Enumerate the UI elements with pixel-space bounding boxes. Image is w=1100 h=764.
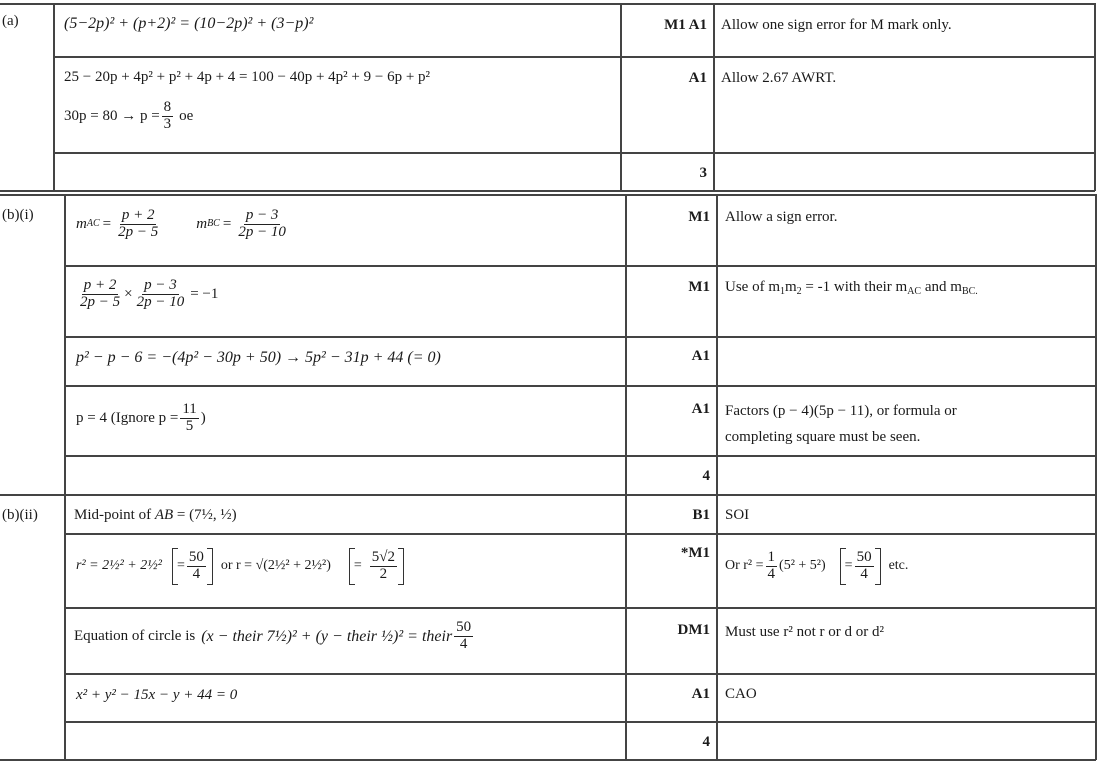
fraction-denominator: 2	[379, 565, 388, 582]
fraction-denominator: 2p − 5	[118, 223, 159, 240]
fraction-denominator: 2p − 10	[238, 223, 286, 240]
rule	[1094, 3, 1096, 191]
working-b-ii-4: x² + y² − 15x − y + 44 = 0	[76, 687, 238, 703]
mark-b-ii-4: A1	[691, 686, 710, 702]
note-a-2: Allow 2.67 AWRT.	[721, 70, 837, 86]
fraction	[766, 550, 778, 583]
working-b-i-4	[76, 402, 206, 435]
text: r² = 2½² + 2½²	[76, 557, 162, 573]
working-b-i-3: p² − p − 6 = −(4p² − 30p + 50) → 5p² − 31p + 44 (= 0)	[76, 349, 441, 366]
rule	[620, 3, 622, 191]
fraction-denominator: 3	[163, 115, 172, 132]
fraction-numerator: 50	[456, 619, 472, 635]
mark-b-i-1: M1	[688, 209, 710, 225]
note-b-i-2	[725, 278, 978, 298]
fraction-denominator: 2p − 10	[136, 293, 185, 310]
mark-b-i-3: A1	[691, 348, 710, 364]
working-b-i-2	[76, 278, 218, 311]
fraction-denominator: 4	[459, 635, 468, 652]
subscript: AC	[86, 218, 100, 230]
fraction	[116, 208, 160, 241]
working-a-2-line1: 25 − 20p + 4p² + p² + 4p + 4 = 100 − 40p + 4p² + 9 − 6p + p²	[64, 69, 431, 85]
rule	[64, 194, 66, 760]
text: Or r² =	[725, 557, 764, 573]
working-a-1: (5−2p)² + (p+2)² = (10−2p)² + (3−p)²	[64, 15, 314, 32]
mark-a-2: A1	[688, 70, 707, 86]
text: and m	[921, 279, 962, 295]
rule	[0, 194, 1096, 196]
rule	[64, 385, 1096, 387]
fraction	[180, 402, 198, 435]
working-a-2-prefix: 30p = 80 → p =	[64, 108, 160, 125]
rule	[53, 3, 55, 191]
mark-b-i-4: A1	[691, 401, 710, 417]
rule	[64, 673, 1096, 675]
equals: =	[353, 557, 362, 573]
fraction-numerator: p − 3	[144, 277, 177, 293]
rule	[64, 455, 1096, 457]
mark-b-ii-3: DM1	[677, 622, 710, 638]
subscript: 2	[796, 286, 802, 297]
equals: =	[844, 557, 853, 573]
rule	[713, 3, 715, 191]
subscript: BC.	[961, 286, 978, 297]
rule	[0, 759, 1096, 761]
part-label-b-ii: (b)(ii)	[2, 507, 38, 523]
equals: =	[222, 216, 232, 233]
working-b-ii-1	[74, 506, 237, 524]
fraction-numerator: 5√2	[371, 549, 396, 565]
rule	[64, 607, 1096, 609]
fraction-numerator: 1	[767, 549, 776, 565]
segment-ab: AB	[154, 507, 174, 523]
text: Mid-point of	[74, 507, 155, 523]
text: p = 4 (Ignore p =	[76, 410, 179, 427]
subscript: AC	[907, 286, 922, 297]
note-b-i-4-line2: completing square must be seen.	[725, 429, 921, 445]
rule	[53, 56, 1095, 58]
fraction-numerator: p + 2	[83, 277, 117, 293]
total-a: 3	[699, 165, 707, 181]
part-label-a: (a)	[2, 13, 19, 29]
rule	[64, 265, 1096, 267]
rule	[716, 194, 718, 760]
fraction	[187, 550, 206, 583]
text: (5² + 5²)	[779, 557, 826, 573]
circle-equation: (x − their 7½)² + (y − their ½)² = their	[201, 627, 453, 645]
rule	[64, 721, 1096, 723]
total-b-ii: 4	[702, 734, 710, 750]
bracket	[840, 548, 881, 585]
working-a-2-suffix: oe	[179, 108, 194, 125]
note-b-ii-2	[725, 548, 908, 585]
working-b-i-1	[76, 208, 290, 241]
fraction-numerator: 11	[182, 401, 197, 417]
bracket	[172, 548, 213, 585]
subscript: BC	[207, 218, 220, 230]
fraction-numerator: 50	[188, 549, 204, 565]
note-b-ii-3: Must use r² not r or d or d²	[725, 624, 884, 640]
fraction-denominator: 4	[192, 565, 201, 582]
equals: =	[176, 557, 185, 573]
text: Use of m	[725, 279, 780, 295]
total-b-i: 4	[702, 468, 710, 484]
rule	[625, 194, 627, 760]
rule	[1095, 194, 1097, 760]
mark-b-i-2: M1	[688, 279, 710, 295]
text: = -1 with their m	[801, 279, 908, 295]
rule	[64, 336, 1096, 338]
note-b-ii-4: CAO	[725, 686, 757, 702]
fraction	[236, 208, 288, 241]
working-b-ii-2	[76, 548, 408, 585]
mark-b-ii-1: B1	[692, 507, 710, 523]
note-b-i-4-line1: Factors (p − 4)(5p − 11), or formula or	[725, 403, 957, 419]
note-b-i-1: Allow a sign error.	[725, 209, 838, 225]
working-a-2-line2	[64, 100, 193, 133]
gradient-symbol: m	[196, 216, 208, 233]
fraction	[855, 550, 874, 583]
text: m	[785, 279, 797, 295]
fraction-numerator: p + 2	[121, 207, 155, 223]
mark-b-ii-2: *M1	[680, 545, 710, 561]
fraction	[78, 278, 122, 311]
text: etc.	[888, 557, 909, 573]
text: or r = √(2½² + 2½²)	[220, 557, 331, 573]
fraction	[370, 550, 397, 583]
text: Equation of circle is	[74, 628, 196, 645]
part-label-b-i: (b)(i)	[2, 207, 34, 223]
fraction-denominator: 2p − 5	[80, 293, 121, 310]
rule	[53, 152, 1095, 154]
rule	[0, 3, 1095, 5]
fraction-numerator: 8	[163, 99, 172, 115]
equals: =	[102, 216, 112, 233]
fraction	[135, 278, 187, 311]
fraction-denominator: 4	[767, 565, 776, 582]
subscript: 1	[780, 286, 785, 297]
mark-a-1: M1 A1	[664, 17, 707, 33]
fraction	[162, 100, 174, 133]
working-b-ii-3	[74, 620, 475, 653]
fraction-numerator: 50	[856, 549, 872, 565]
fraction	[454, 620, 473, 653]
fraction-numerator: p − 3	[245, 207, 279, 223]
gradient-symbol: m	[76, 216, 87, 233]
rule	[0, 494, 1096, 496]
rule	[64, 533, 1096, 535]
fraction-denominator: 4	[860, 565, 868, 582]
bracket	[349, 548, 404, 585]
rhs: = −1	[190, 286, 219, 303]
note-b-ii-1: SOI	[725, 507, 750, 523]
text: = (7½, ½)	[173, 507, 237, 523]
fraction-denominator: 5	[185, 417, 194, 434]
text: )	[200, 410, 206, 427]
note-a-1: Allow one sign error for M mark only.	[721, 17, 952, 33]
times-symbol: ×	[124, 286, 133, 303]
rule	[0, 190, 1095, 192]
